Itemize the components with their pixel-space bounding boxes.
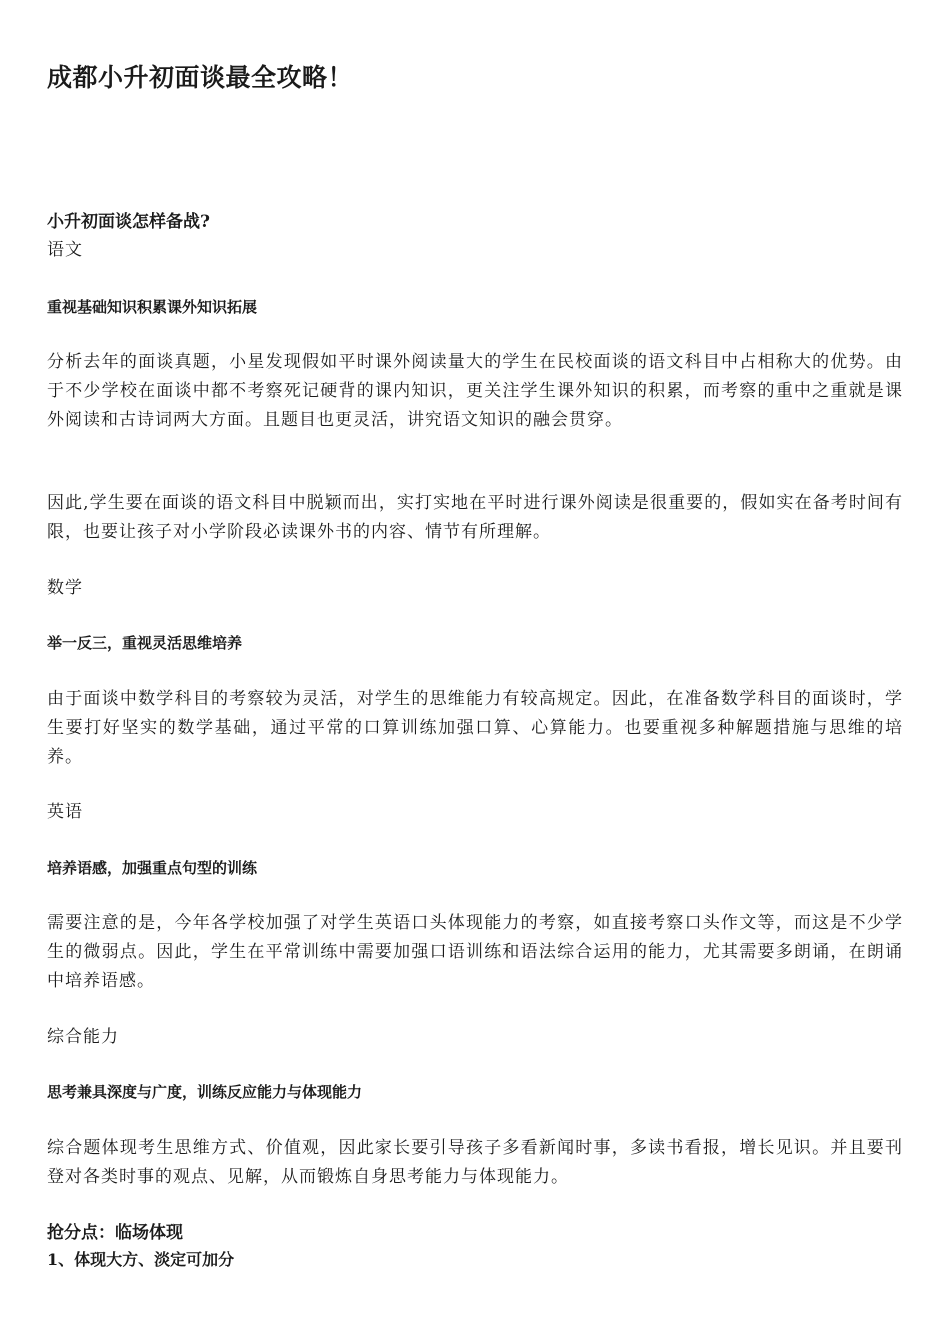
english-heading: 培养语感，加强重点句型的训练: [47, 859, 258, 877]
chinese-paragraph-1: 分析去年的面谈真题，小星发现假如平时课外阅读量大的学生在民校面谈的语文科目中占相称大的优势。由于不少学校在面谈中都不考察死记硬背的课内知识，更关注学生课外知识的积累，而考察的重中之重就是课外阅读和古诗词两大方面。且题目也更灵活，讲究语文知识的融会贯穿。: [47, 352, 903, 430]
comprehensive-paragraph: 综合题体现考生思维方式、价值观，因此家长要引导孩子多看新闻时事，多读书看报，增长见识。并且要刊登对各类时事的观点、见解，从而锻炼自身思考能力与体现能力。: [47, 1138, 903, 1187]
scoring-heading: 抢分点：临场体现: [47, 1223, 183, 1243]
chinese-heading: 重视基础知识积累课外知识拓展: [47, 298, 258, 316]
math-paragraph: 由于面谈中数学科目的考察较为灵活，对学生的思维能力有较高规定。因此，在准备数学科目的面谈时，学生要打好坚实的数学基础，通过平常的口算训练加强口算、心算能力。也要重视多种解题措施与思维的培养。: [47, 689, 903, 767]
subject-comprehensive: 综合能力: [47, 1027, 119, 1047]
page-title: 成都小升初面谈最全攻略！: [47, 63, 354, 92]
english-paragraph: 需要注意的是，今年各学校加强了对学生英语口头体现能力的考察，如直接考察口头作文等，而这是不少学生的微弱点。因此，学生在平常训练中需要加强口语训练和语法综合运用的能力，尤其需要多朗诵，在朗诵中培养语感。: [47, 913, 903, 991]
subject-math: 数学: [47, 578, 83, 598]
section-heading: 小升初面谈怎样备战?: [47, 212, 210, 232]
comprehensive-heading: 思考兼具深度与广度，训练反应能力与体现能力: [47, 1083, 363, 1101]
chinese-paragraph-2: 因此,学生要在面谈的语文科目中脱颖而出，实打实地在平时进行课外阅读是很重要的，假如实在备考时间有限，也要让孩子对小学阶段必读课外书的内容、情节有所理解。: [47, 493, 903, 542]
subject-english: 英语: [47, 802, 83, 822]
math-heading: 举一反三，重视灵活思维培养: [47, 634, 243, 652]
subject-chinese: 语文: [47, 240, 83, 260]
scoring-item-1: 1、体现大方、淡定可加分: [47, 1250, 235, 1269]
